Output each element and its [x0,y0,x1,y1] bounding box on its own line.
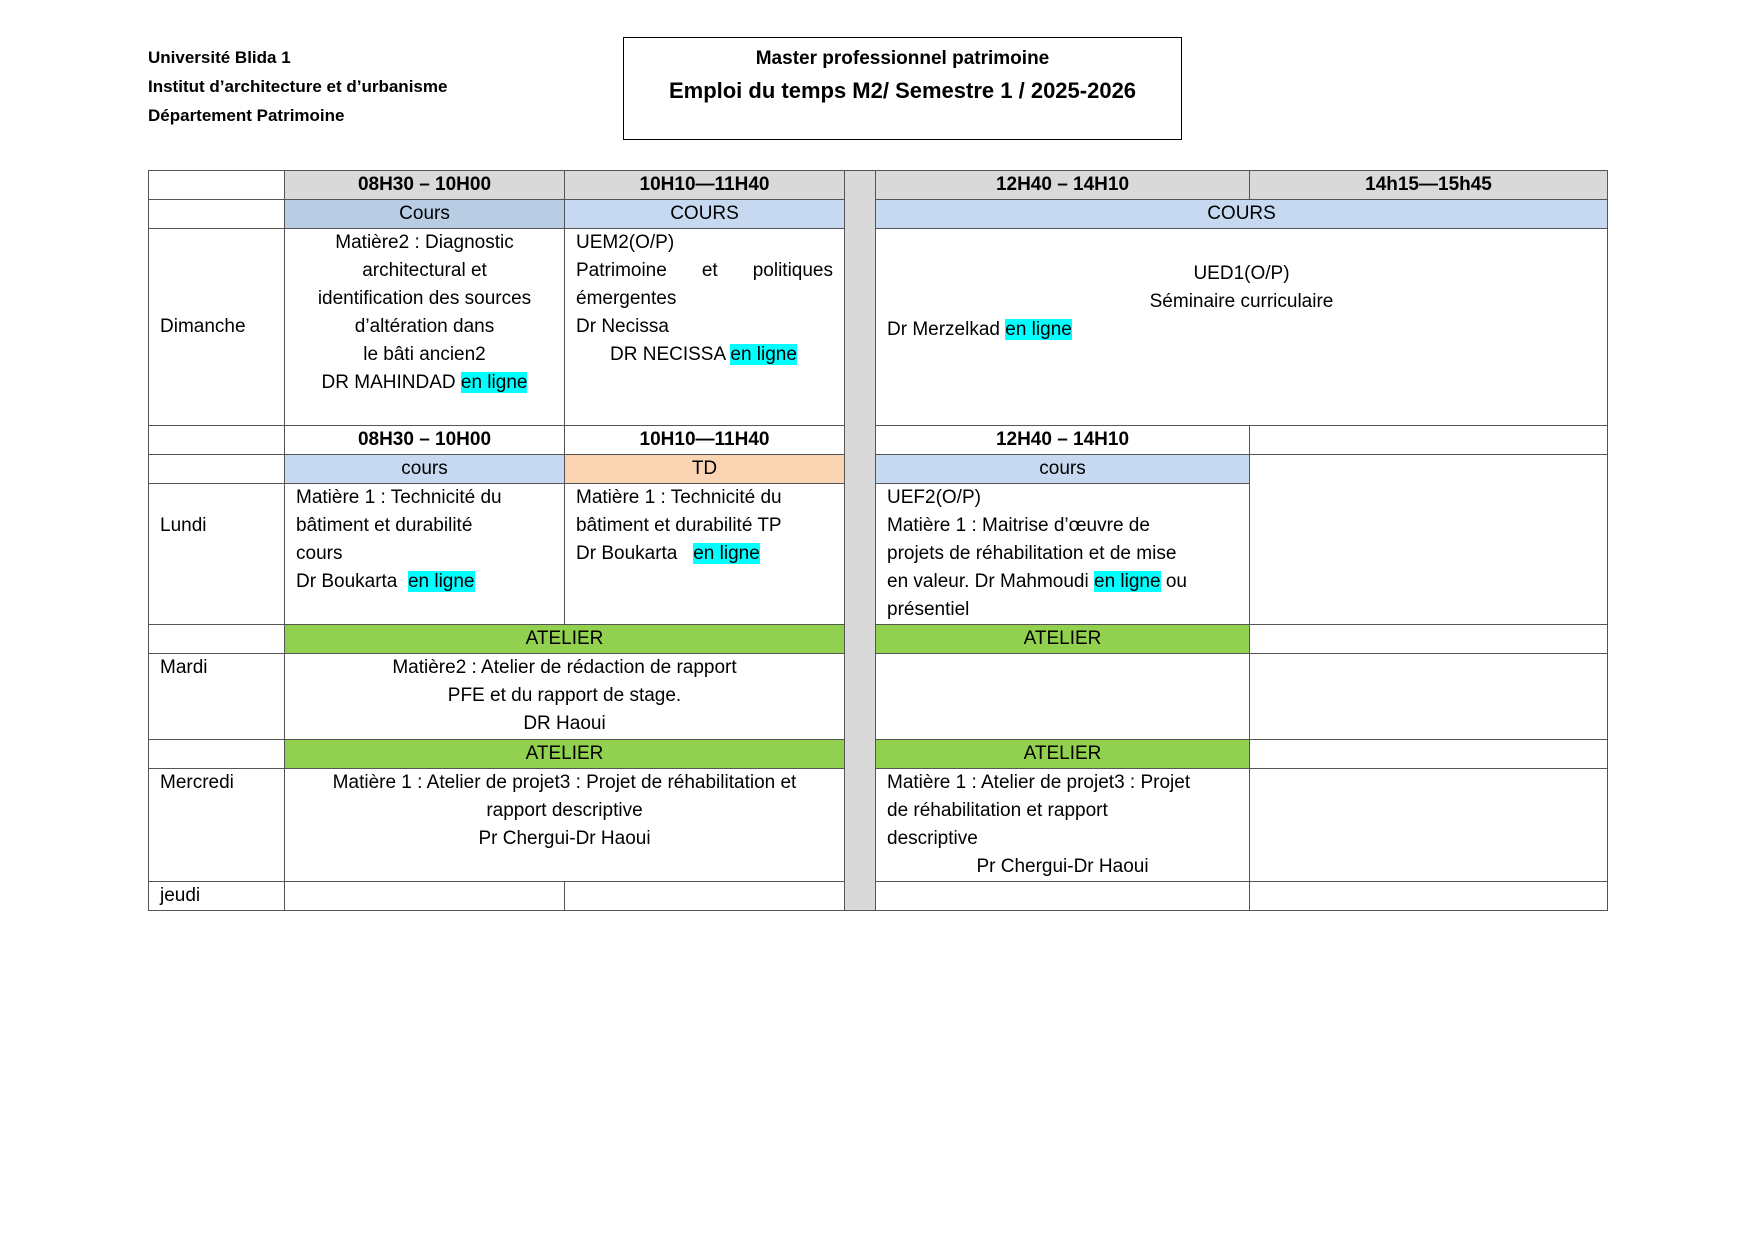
lundi-type-row [149,455,1608,484]
session-type: COURS [876,200,1608,229]
course-line: Matière 1 : Atelier de projet3 : Projet de réhabilitation et [332,772,797,793]
course-cell [285,654,845,740]
empty-cell [1250,426,1608,455]
program-title: Master professionnel patrimoine [755,48,1050,69]
course-line: Matière 1 : Maitrise d’œuvre de [887,515,1150,536]
dimanche-type-row [149,200,1608,229]
empty-cell [149,200,285,229]
lundi-slot-row [149,426,1608,455]
empty-cell [285,882,565,911]
course-line: présentiel [887,599,970,620]
empty-cell [149,455,285,484]
online-badge: en ligne [693,543,760,564]
day-label: Mardi [149,654,285,740]
empty-cell [1250,740,1608,769]
teacher-name: Pr Chergui-Dr Haoui [976,856,1149,877]
teacher-name: Pr Chergui-Dr Haoui [478,828,651,849]
course-cell [285,769,845,882]
empty-cell [1250,625,1608,654]
course-line: cours [296,543,343,564]
online-badge: en ligne [730,344,797,365]
course-line: Matière2 : Atelier de rédaction de rapport [392,657,737,678]
course-line: projets de réhabilitation et de mise [887,543,1177,564]
mercredi-type-row [149,740,1608,769]
course-cell [565,484,845,625]
university-name: Université Blida 1 [148,48,291,67]
course-subject: Séminaire curriculaire [1149,291,1334,312]
course-line: Matière 1 : Technicité du [296,487,502,508]
course-cell [285,229,565,426]
department-name: Département Patrimoine [148,106,345,125]
mode-connector: ou [1165,571,1187,592]
course-cell [876,769,1250,882]
empty-cell [149,625,285,654]
course-line: rapport descriptive [486,800,643,821]
teacher-name: DR Haoui [523,713,606,734]
empty-cell [876,882,1250,911]
course-line: le bâti ancien2 [363,344,486,365]
teacher-name: DR MAHINDAD [321,372,456,393]
dimanche-slot-row [149,171,1608,200]
empty-cell [1250,769,1608,882]
course-line: de réhabilitation et rapport [887,800,1108,821]
course-line: descriptive [887,828,978,849]
institute-name: Institut d’architecture et d’urbanisme [148,77,448,96]
session-type: ATELIER [285,625,845,654]
title-box [623,37,1182,140]
teacher-name: Dr Boukarta [296,571,398,592]
schedule-title: Emploi du temps M2/ Semestre 1 / 2025-2026 [668,78,1137,103]
teacher-name: DR NECISSA [610,344,726,365]
timetable [148,170,1608,911]
slot-header: 12H40 – 14H10 [876,426,1250,455]
empty-cell [149,171,285,200]
empty-cell [1250,882,1608,911]
course-cell [285,484,565,625]
session-type: ATELIER [876,625,1250,654]
course-line: bâtiment et durabilité [296,515,473,536]
break-column [845,171,876,911]
session-type: ATELIER [285,740,845,769]
online-badge: en ligne [407,571,475,592]
session-type: TD [565,455,845,484]
course-cell [876,484,1250,625]
slot-header: 08H30 – 10H00 [285,171,565,200]
course-line: bâtiment et durabilité TP [576,515,782,536]
jeudi-row [149,882,1608,911]
teacher-name: Dr Merzelkad [887,319,1000,340]
day-label: Dimanche [149,229,285,426]
online-badge: en ligne [1094,571,1161,592]
slot-header: 12H40 – 14H10 [876,171,1250,200]
course-line: PFE et du rapport de stage. [447,685,682,706]
session-type: COURS [565,200,845,229]
course-line: Matière2 : Diagnostic [335,232,514,253]
empty-cell [1250,654,1608,740]
online-badge: en ligne [460,372,528,393]
course-code: UEM2(O/P) [576,232,675,253]
course-code: UED1(O/P) [1193,263,1290,284]
course-line: identification des sources [317,288,532,309]
slot-header: 10H10—11H40 [565,426,845,455]
empty-cell [565,882,845,911]
mercredi-row [149,769,1608,882]
course-cell [565,229,845,426]
course-code: UEF2(O/P) [887,487,981,508]
teacher-name: Dr Necissa [576,316,669,337]
empty-cell [149,426,285,455]
course-line: architectural et [362,260,487,281]
empty-cell [1250,455,1608,625]
day-label: Lundi [149,484,285,625]
slot-header: 08H30 – 10H00 [285,426,565,455]
session-type: ATELIER [876,740,1250,769]
teacher-name: en valeur. Dr Mahmoudi [887,571,1089,592]
teacher-name: Dr Boukarta [576,543,678,564]
day-label: jeudi [149,882,285,911]
course-subject: Patrimoine et politiques émergentes [576,260,833,309]
course-cell [876,229,1608,426]
course-line: Matière 1 : Atelier de projet3 : Projet [887,772,1191,793]
course-line: d’altération dans [354,316,495,337]
dimanche-row [149,229,1608,426]
day-label: Mercredi [149,769,285,882]
empty-cell [149,740,285,769]
slot-header: 10H10—11H40 [565,171,845,200]
session-type: cours [285,455,565,484]
empty-cell [876,654,1250,740]
course-line: Matière 1 : Technicité du [576,487,782,508]
slot-header: 14h15—15h45 [1250,171,1608,200]
mardi-row [149,654,1608,740]
mardi-type-row [149,625,1608,654]
online-badge: en ligne [1005,319,1072,340]
session-type: Cours [285,200,565,229]
session-type: cours [876,455,1250,484]
